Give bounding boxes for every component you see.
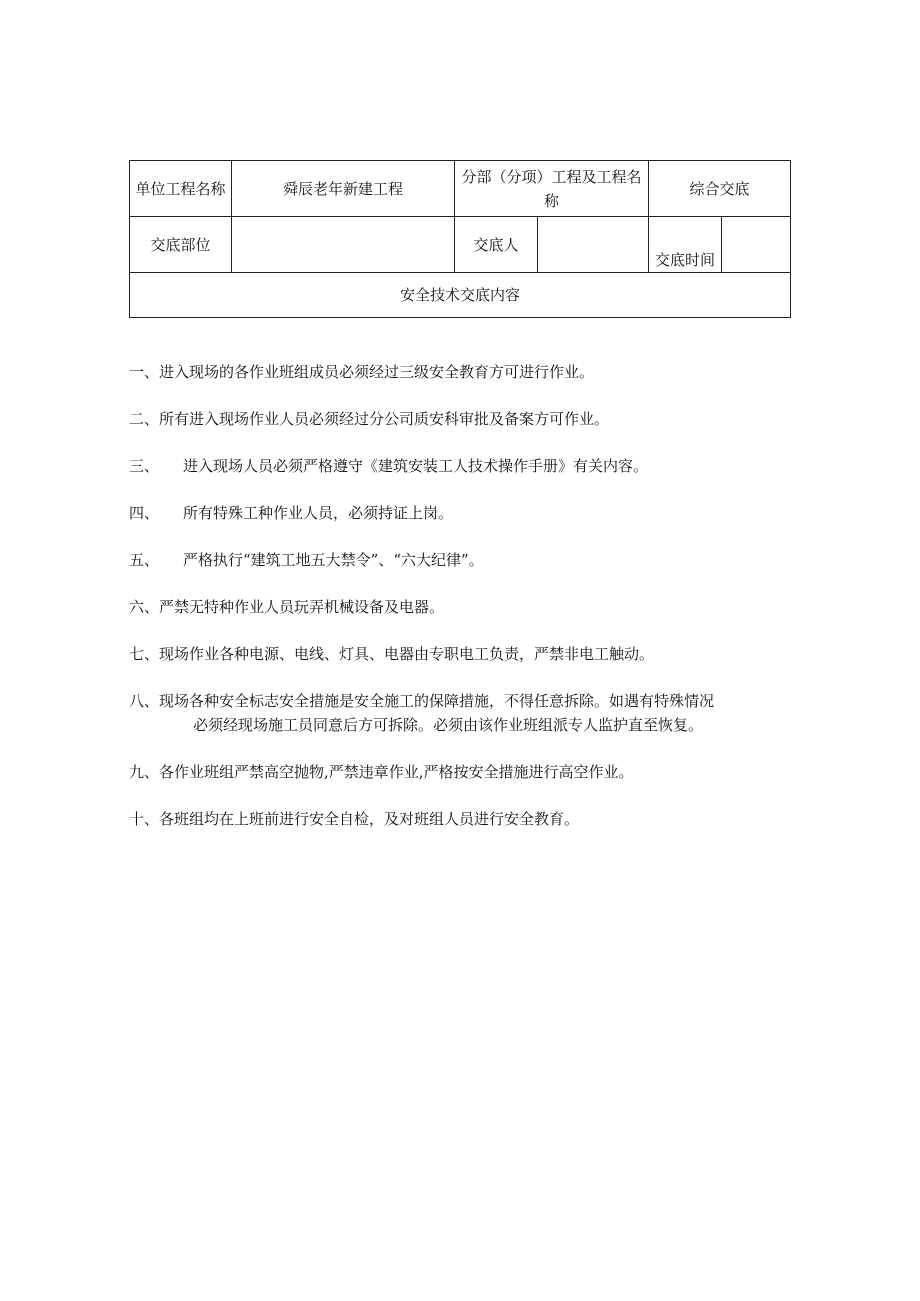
list-item xyxy=(129,454,809,478)
list-item xyxy=(129,807,809,831)
item-text: 严禁无特种作业人员玩弄机械设备及电器。 xyxy=(159,598,445,616)
person-value xyxy=(538,217,649,273)
content-heading: 安全技术交底内容 xyxy=(130,273,791,318)
part-label: 交底部位 xyxy=(130,217,232,273)
item-number: 七、 xyxy=(129,645,160,663)
item-text: 现场作业各种电源、电线、灯具、电器由专职电工负责，严禁非电工触动。 xyxy=(159,645,655,663)
part-value xyxy=(232,217,455,273)
item-text: 所有进入现场作业人员必须经过分公司质安科审批及备案方可作业。 xyxy=(159,410,610,428)
list-item xyxy=(129,642,809,666)
list-item xyxy=(129,760,809,784)
list-item xyxy=(129,407,809,431)
item-text: 现场各种安全标志安全措施是安全施工的保障措施，不得任意拆除。如遇有特殊情况 xyxy=(159,692,715,710)
sub-project-label: 分部（分项）工程及工程名称 xyxy=(455,161,649,217)
item-number: 三、 xyxy=(129,457,160,475)
safety-items xyxy=(129,360,809,854)
item-text: 各作业班组严禁高空抛物,严禁违章作业,严格按安全措施进行高空作业。 xyxy=(159,763,634,781)
item-text: 各班组均在上班前进行安全自检，及对班组人员进行安全教育。 xyxy=(159,810,580,828)
time-label: 交底时间 xyxy=(649,217,722,273)
item-text: 所有特殊工种作业人员，必须持证上岗。 xyxy=(183,504,454,522)
header-table xyxy=(129,160,791,318)
item-text: 进入现场人员必须严格遵守《建筑安装工人技术操作手册》有关内容。 xyxy=(183,457,649,475)
item-text: 进入现场的各作业班组成员必须经过三级安全教育方可进行作业。 xyxy=(159,363,595,381)
item-number: 九、 xyxy=(129,763,160,781)
item-number: 十、 xyxy=(129,810,160,828)
item-number: 二、 xyxy=(129,410,160,428)
item-number: 四、 xyxy=(129,504,160,522)
item-continuation: 必须经现场施工员同意后方可拆除。必须由该作业班组派专人监护直至恢复。 xyxy=(193,716,704,734)
list-item xyxy=(129,689,809,737)
person-label: 交底人 xyxy=(455,217,538,273)
list-item xyxy=(129,360,809,384)
list-item xyxy=(129,501,809,525)
time-value xyxy=(722,217,791,273)
item-number: 五、 xyxy=(129,551,160,569)
list-item xyxy=(129,548,809,572)
item-number: 六、 xyxy=(129,598,160,616)
item-number: 一、 xyxy=(129,363,160,381)
list-item xyxy=(129,595,809,619)
item-text: 严格执行“建筑工地五大禁令”、“六大纪律”。 xyxy=(183,551,484,569)
unit-project-label: 单位工程名称 xyxy=(130,161,232,217)
item-number: 八、 xyxy=(129,692,160,710)
unit-project-value: 舜辰老年新建工程 xyxy=(232,161,455,217)
sub-project-value: 综合交底 xyxy=(649,161,791,217)
